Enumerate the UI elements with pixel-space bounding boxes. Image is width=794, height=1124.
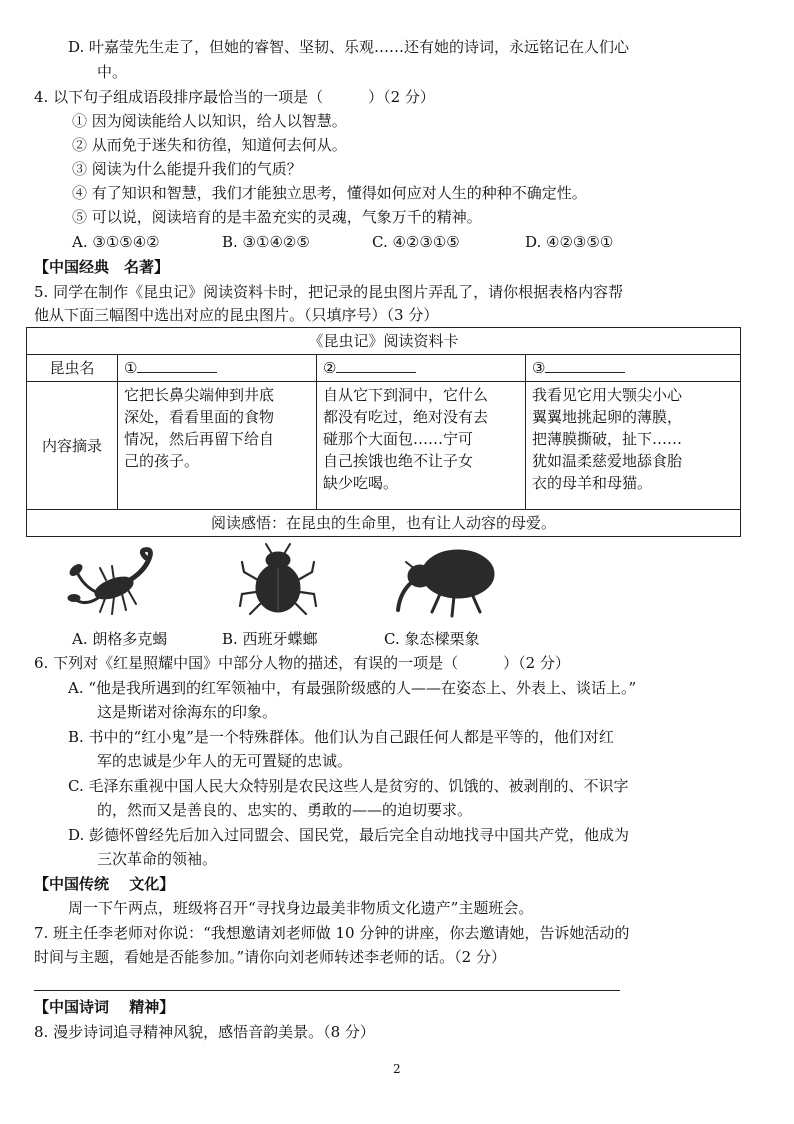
insect-option-b: B. 西班牙蝶螂: [222, 630, 318, 648]
excerpt-1-line: 深处，看看里面的食物: [124, 408, 275, 426]
question-5-line1: 5. 同学在制作《昆虫记》阅读资料卡时，把记录的昆虫图片弄乱了，请你根据表格内容帮: [34, 283, 624, 301]
insect-option-c: C. 象态樑栗象: [384, 630, 480, 648]
weevil-icon: [392, 540, 502, 620]
excerpt-2-line: 缺少吃喝。: [323, 474, 399, 492]
excerpt-3-line: 翼翼地挑起卵的薄膜，: [532, 408, 683, 426]
excerpt-3: [526, 382, 741, 510]
q3-option-d-line2: 中。: [97, 63, 128, 81]
excerpt-3-line: 我看见它用大颚尖小心: [532, 386, 683, 404]
q4-sentence-2: ② 从而免于迷失和彷徨，知道何去何从。: [72, 136, 347, 154]
q4-sentence-1: ① 因为阅读能给人以知识，给人以智慧。: [72, 112, 347, 130]
scorpion-icon: [66, 540, 166, 620]
section-header-culture: 【中国传统 文化】: [34, 875, 175, 893]
insect-name-blank-2[interactable]: [317, 355, 526, 382]
excerpt-label: 内容摘录: [27, 382, 118, 510]
page-number: 2: [393, 1062, 401, 1076]
reading-card-table: [26, 327, 741, 537]
question-4: 4. 以下句子组成语段排序最恰当的一项是（ ）（2 分）: [34, 88, 435, 106]
blank-number-1: ①: [124, 359, 138, 377]
q4-option-b: B. ③①④②⑤: [222, 233, 310, 251]
excerpt-2-line: 都没有吃过，绝对没有去: [323, 408, 489, 426]
q6-option-c-line2: 的，然而又是善良的、忠实的、勇敢的——的迫切要求。: [97, 801, 473, 819]
q4-sentence-4: ④ 有了知识和智慧，我们才能独立思考，懂得如何应对人生的种种不确定性。: [72, 184, 587, 202]
excerpt-3-line: 把薄膜撕破，扯下……: [532, 430, 683, 448]
q4-sentence-5: ⑤ 可以说，阅读培育的是丰盈充实的灵魂，气象万千的精神。: [72, 208, 482, 226]
question-7-line1: 7. 班主任李老师对你说：“我想邀请刘老师做 10 分钟的讲座，你去邀请她，告诉她活动的: [34, 924, 630, 942]
excerpt-1-line: 己的孩子。: [124, 452, 200, 470]
excerpt-3-line: 犹如温柔慈爱地舔食胎: [532, 452, 683, 470]
blank-number-2: ②: [323, 359, 337, 377]
q4-option-a: A. ③①⑤④②: [72, 233, 160, 251]
reading-feeling: 阅读感悟：在昆虫的生命里，也有让人动容的母爱。: [27, 510, 741, 537]
insect-option-a: A. 朗格多克蝎: [72, 630, 168, 648]
insect-name-label: 昆虫名: [27, 355, 118, 382]
q3-option-d-line1: D. 叶嘉莹先生走了，但她的睿智、坚韧、乐观……还有她的诗词，永远铭记在人们心: [68, 38, 630, 56]
q4-option-c: C. ④②③①⑤: [372, 233, 460, 251]
q4-sentence-3: ③ 阅读为什么能提升我们的气质？: [72, 160, 302, 178]
card-title: 《昆虫记》阅读资料卡: [27, 328, 741, 355]
intro-text: 周一下午两点，班级将召开“寻找身边最美非物质文化遗产”主题班会。: [68, 899, 534, 917]
section-header-poetry: 【中国诗词 精神】: [34, 998, 175, 1016]
q6-option-d-line1: D. 彭德怀曾经先后加入过同盟会、国民党，最后完全自动地找寻中国共产党，他成为: [68, 826, 630, 844]
q6-option-b-line1: B. 书中的“红小鬼”是一个特殊群体。他们认为自己跟任何人都是平等的，他们对红: [68, 728, 614, 746]
q6-option-c-line1: C. 毛泽东重视中国人民大众特别是农民这些人是贫穷的、饥饿的、被剥削的、不识字: [68, 777, 629, 795]
excerpt-2-line: 碰那个大面包……宁可: [323, 430, 474, 448]
insect-name-blank-3[interactable]: [526, 355, 741, 382]
question-6: 6. 下列对《红星照耀中国》中部分人物的描述，有误的一项是（ ）（2 分）: [34, 654, 570, 672]
excerpt-1: [118, 382, 317, 510]
q6-option-d-line2: 三次革命的领袖。: [97, 850, 218, 868]
excerpt-3-line: 衣的母羊和母猫。: [532, 474, 653, 492]
question-5-line2: 他从下面三幅图中选出对应的昆虫图片。（只填序号）（3 分）: [34, 306, 439, 324]
q6-option-a-line1: A. “他是我所遇到的红军领袖中，有最强阶级感的人——在姿态上、外表上、谈话上。”: [68, 679, 637, 697]
excerpt-2-line: 自从它下到洞中，它什么: [323, 386, 489, 404]
excerpt-1-line: 情况，然后再留下给自: [124, 430, 275, 448]
excerpt-1-line: 它把长鼻尖端伸到井底: [124, 386, 275, 404]
blank-number-3: ③: [532, 359, 546, 377]
beetle-icon: [238, 540, 318, 620]
excerpt-2: [317, 382, 526, 510]
q4-option-d: D. ④②③⑤①: [525, 233, 614, 251]
answer-line[interactable]: [34, 990, 620, 991]
question-7-line2: 时间与主题，看她是否能参加。”请你向刘老师转述李老师的话。（2 分）: [34, 948, 506, 966]
section-header-classics: 【中国经典 名著】: [34, 258, 170, 276]
insect-name-blank-1[interactable]: [118, 355, 317, 382]
question-8: 8. 漫步诗词追寻精神风貌，感悟音韵美景。（8 分）: [34, 1023, 375, 1041]
q6-option-b-line2: 军的忠诚是少年人的无可置疑的忠诚。: [97, 752, 353, 770]
q6-option-a-line2: 这是斯诺对徐海东的印象。: [97, 703, 278, 721]
excerpt-2-line: 自己挨饿也绝不让子女: [323, 452, 474, 470]
